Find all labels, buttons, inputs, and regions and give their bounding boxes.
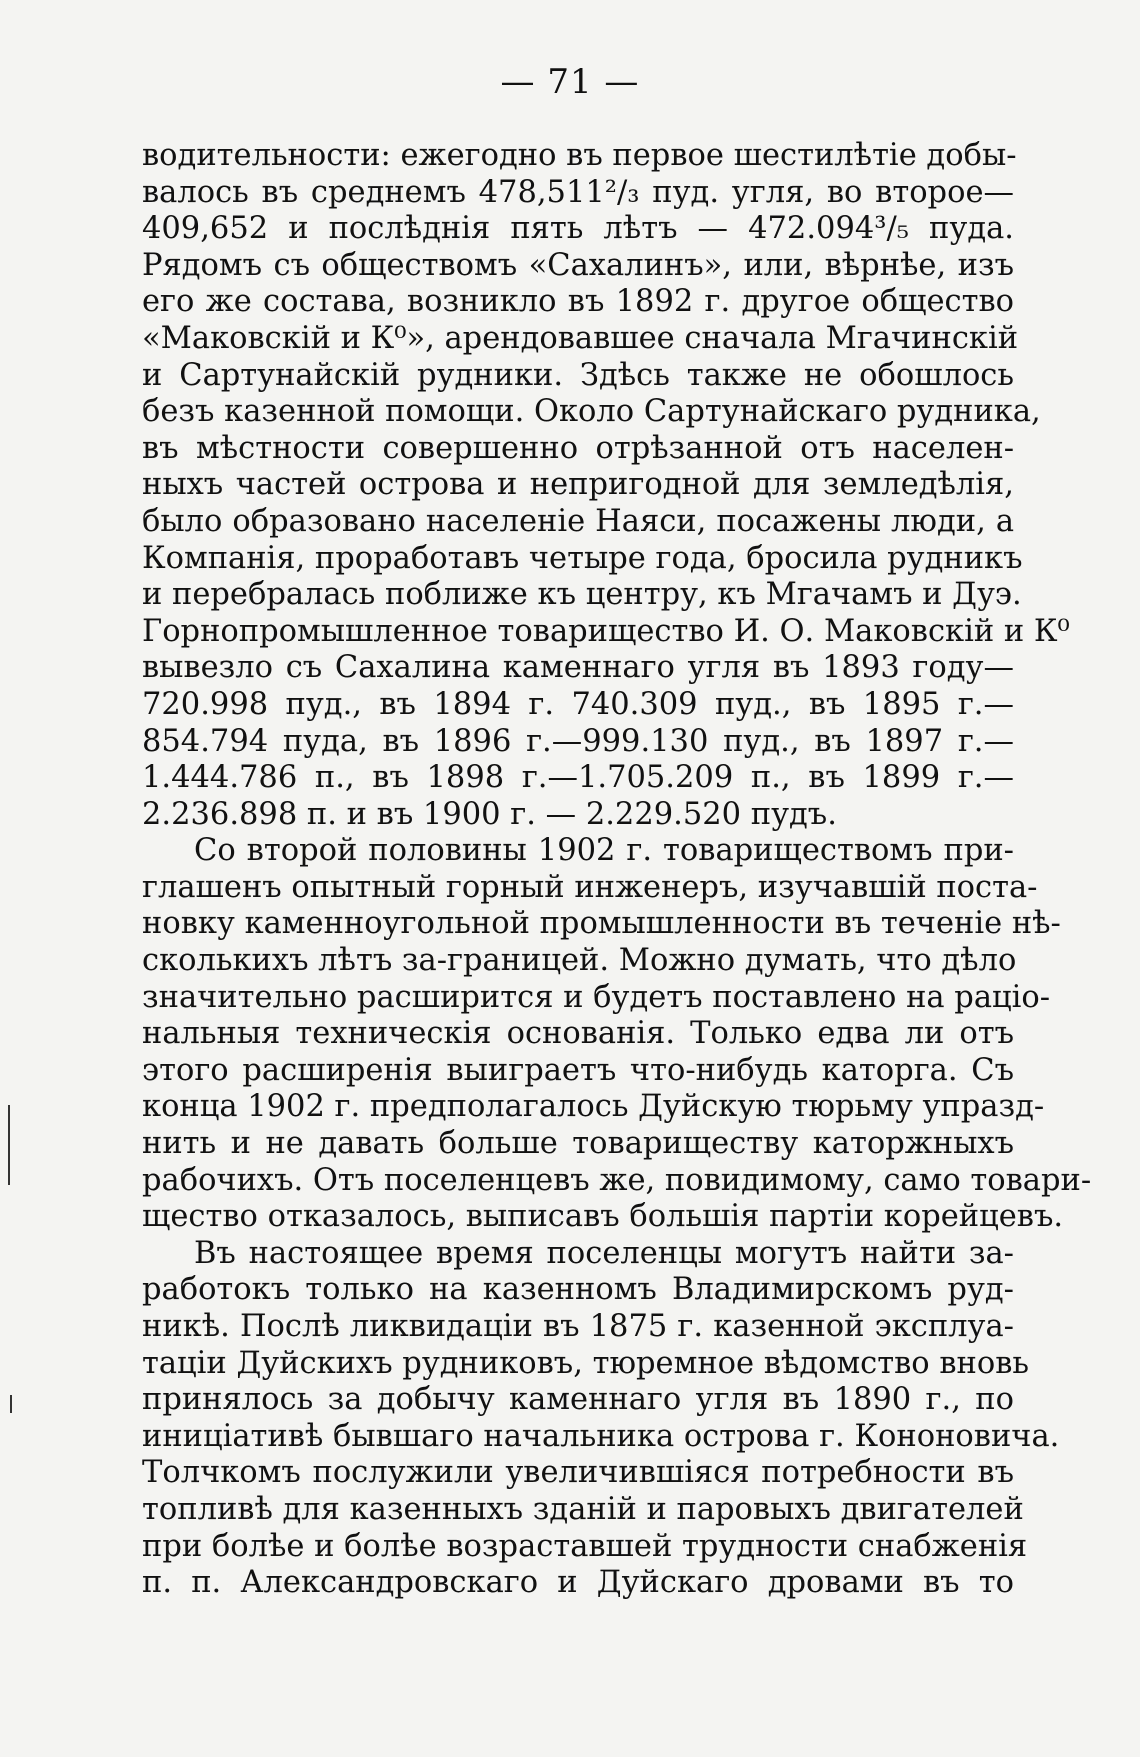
- text-line: принялось за добычу каменнаго угля въ 1890 г., по: [142, 1382, 1014, 1418]
- text-line: безъ казенной помощи. Около Сартунайскаго рудника,: [142, 394, 1041, 430]
- text-line: 720.998 пуд., въ 1894 г. 740.309 пуд., въ 1895 г.—: [142, 686, 1014, 722]
- paragraph: [142, 833, 1092, 1236]
- text-line: Горнопромышленное товарищество И. О. Маковскій и К⁰: [142, 613, 1070, 649]
- text-line: вывезло съ Сахалина каменнаго угля въ 1893 году—: [142, 650, 1014, 686]
- text-line: и перебралась поближе къ центру, къ Мгачамъ и Дуэ.: [142, 577, 1022, 613]
- text-line: таціи Дуйскихъ рудниковъ, тюремное вѣдомство вновь: [142, 1345, 1030, 1381]
- text-line: новку каменноугольной промышленности въ теченіе нѣ-: [142, 906, 1061, 942]
- text-line: работокъ только на казенномъ Владимирскомъ руд-: [142, 1272, 1014, 1308]
- paragraph: [142, 1235, 1060, 1602]
- text-line: Рядомъ съ обществомъ «Сахалинъ», или, вѣрнѣе, изъ: [142, 247, 1014, 283]
- text-line: Въ настоящее время поселенцы могутъ найти за-: [194, 1235, 1014, 1271]
- text-line: никѣ. Послѣ ликвидаціи въ 1875 г. казенной эксплуа-: [142, 1309, 1014, 1344]
- text-line: нальныя техническія основанія. Только едва ли отъ: [142, 1016, 1014, 1052]
- text-line: п. п. Александровскаго и Дуйскаго дровами въ то: [142, 1565, 1014, 1601]
- text-line: Со второй половины 1902 г. товариществомъ при-: [194, 833, 1014, 869]
- margin-mark: [10, 1395, 12, 1413]
- text-line: и Сартунайскій рудники. Здѣсь также не обошлось: [142, 357, 1014, 393]
- text-line: 409,652 и послѣднія пять лѣтъ — 472.094³/₅ пуда.: [142, 211, 1014, 247]
- text-line: значительно расширится и будетъ поставлено на раціо-: [142, 979, 1051, 1015]
- text-line: рабочихъ. Отъ поселенцевъ же, повидимому, само товари-: [142, 1162, 1092, 1198]
- text-line: 854.794 пуда, въ 1896 г.—999.130 пуд., въ 1897 г.—: [142, 723, 1014, 759]
- text-line: топливѣ для казенныхъ зданій и паровыхъ двигателей: [142, 1491, 1024, 1527]
- text-line: въ мѣстности совершенно отрѣзанной отъ населен-: [142, 430, 1014, 466]
- text-line: его же состава, возникло въ 1892 г. другое общество: [142, 284, 1014, 320]
- text-line: «Маковскій и К⁰», арендовавшее сначала Мгачинскій: [142, 320, 1019, 356]
- text-line: конца 1902 г. предполагалось Дуйскую тюрьму упразд-: [142, 1089, 1045, 1125]
- margin-mark: [8, 1105, 10, 1185]
- paragraph: [142, 138, 1070, 833]
- text-line: глашенъ опытный горный инженеръ, изучавшій поста-: [142, 869, 1038, 905]
- text-line: при болѣе и болѣе возраставшей трудности снабженія: [142, 1528, 1028, 1564]
- text-line: валось въ среднемъ 478,511²/₃ пуд. угля, во второе—: [142, 174, 1014, 210]
- page-number: — 71 —: [500, 62, 640, 102]
- text-line: было образовано населеніе Наяси, посажены люди, а: [142, 503, 1014, 539]
- text-line: этого расширенія выиграетъ что-нибудь каторга. Съ: [142, 1052, 1014, 1088]
- text-line: Толчкомъ послужили увеличившіяся потребности въ: [142, 1455, 1014, 1491]
- text-line: водительности: ежегодно въ первое шестилѣтіе добы-: [142, 138, 1017, 173]
- text-line: иниціативѣ бывшаго начальника острова г. Кононовича.: [142, 1418, 1060, 1454]
- text-line: нить и не давать больше товариществу каторжныхъ: [142, 1126, 1014, 1162]
- text-line: 1.444.786 п., въ 1898 г.—1.705.209 п., въ 1899 г.—: [142, 760, 1014, 796]
- text-line: ныхъ частей острова и непригодной для земледѣлія,: [142, 467, 1014, 503]
- text-line: 2.236.898 п. и въ 1900 г. — 2.229.520 пудъ.: [142, 796, 837, 832]
- text-line: щество отказалось, выписавъ большія партіи корейцевъ.: [142, 1199, 1064, 1235]
- text-line: Компанія, проработавъ четыре года, бросила рудникъ: [142, 540, 1023, 576]
- text-line: сколькихъ лѣтъ за-границей. Можно думать, что дѣло: [142, 943, 1017, 979]
- body-text: [142, 138, 1092, 1602]
